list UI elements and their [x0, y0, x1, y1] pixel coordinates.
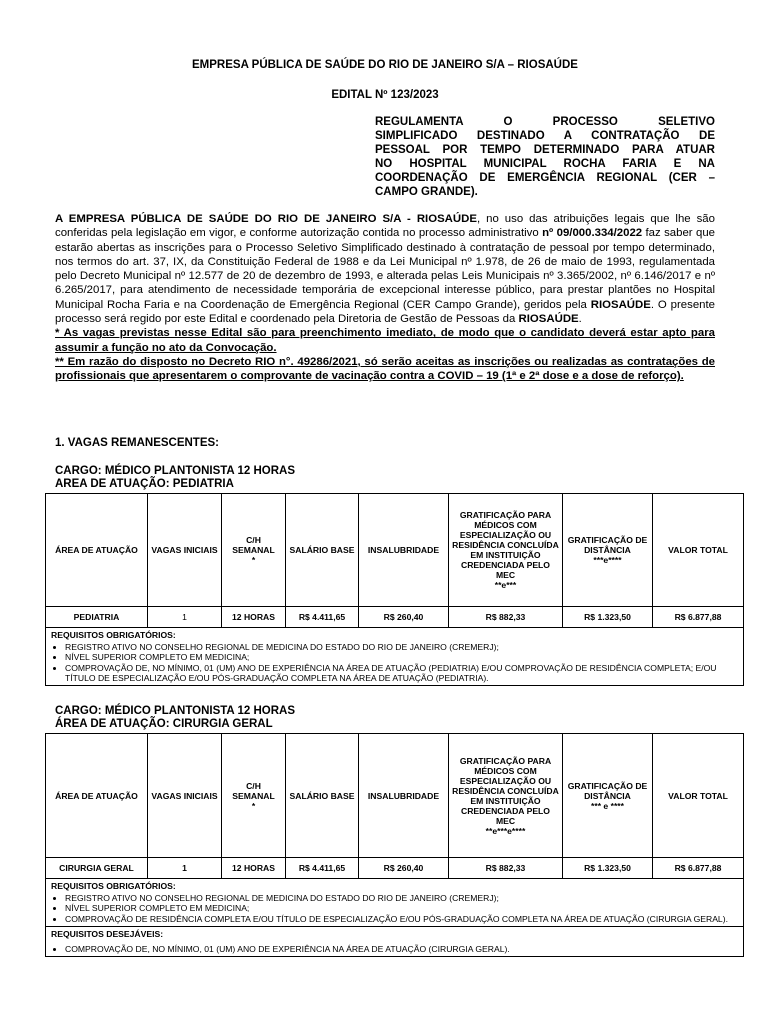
- note-covid-vaccination: ** Em razão do disposto no Decreto RIO n°. 49286/2021, só serão aceitas as inscrições ou realizadas as contratações de profissionais que apresentarem o comprovante de vacinação contra a COVID – 19 (1ª e 2ª dose e a dose de reforço).: [55, 355, 715, 383]
- cargo-title: CARGO: MÉDICO PLANTONISTA 12 HORAS: [55, 465, 296, 477]
- cell-ch: 12 HORAS: [222, 858, 286, 879]
- cell-area: PEDIATRIA: [46, 607, 148, 628]
- col-header-gratificacao-mec: GRATIFICAÇÃO PARA MÉDICOS COM ESPECIALIZAÇÃO OU RESIDÊNCIA CONCLUÍDA EM INSTITUIÇÃO CREDENCIADA PELO MEC **e***e****: [449, 734, 563, 858]
- riosaude-name: RIOSAÚDE: [518, 313, 579, 326]
- table-header-row: [46, 494, 744, 607]
- process-number: nº 09/000.334/2022: [542, 227, 643, 240]
- col-header-area: ÁREA DE ATUAÇÃO: [46, 494, 148, 607]
- cell-gratificacao-mec: R$ 882,33: [449, 607, 563, 628]
- table-row: [46, 607, 744, 628]
- area-title: AREA DE ATUAÇÃO: PEDIATRIA: [55, 478, 234, 490]
- col-header-vagas: VAGAS INICIAIS: [148, 494, 222, 607]
- vacancy-table: [45, 493, 744, 686]
- col-header-insalubridade: INSALUBRIDADE: [359, 734, 449, 858]
- footnote-mark: ***e****: [593, 555, 622, 565]
- desirable-requirements-title: REQUISITOS DESEJÁVEIS:: [51, 928, 164, 939]
- area-title: ÁREA DE ATUAÇÃO: CIRURGIA GERAL: [55, 718, 273, 730]
- cell-ch: 12 HORAS: [222, 607, 286, 628]
- col-header-valor-total: VALOR TOTAL: [653, 494, 744, 607]
- intro-text: faz saber que estarão abertas as inscrições para o Processo Seletivo Simplificado destinado à contratação de pessoal por tempo determinado, nos termos do art. 37, IX, da Constituição Federal de 1988 e da Lei Municipal nº 1.978, de 26 de maio de 1993, regulamentada pelo Decreto Municipal nº 12.577 de 20 de dezembro de 1993, e alterada pelas Leis Municipais nº 3.365/2002, nº 6.146/2017 e nº 6.265/2017, para atendimento de necessidade temporária de excepcional interesse público, para prestar plantões no Hospital Municipal Rocha Faria e na Coordenação de Emergência Regional (CER Campo Grande), geridos pela: [55, 227, 715, 311]
- regulamenta-line: COORDENAÇÃO DE EMERGÊNCIA REGIONAL (CER –: [375, 172, 715, 184]
- desirable-requirements-row: [46, 926, 744, 956]
- list-item: • NÍVEL SUPERIOR COMPLETO EM MEDICINA;: [65, 903, 738, 913]
- footnote-mark: *: [251, 800, 256, 811]
- col-header-vagas: VAGAS INICIAIS: [148, 734, 222, 858]
- cargo-title: CARGO: MÉDICO PLANTONISTA 12 HORAS: [55, 705, 296, 717]
- cell-insalubridade: R$ 260,40: [359, 607, 449, 628]
- company-title: EMPRESA PÚBLICA DE SAÚDE DO RIO DE JANEIRO S/A – RIOSAÚDE: [192, 59, 578, 71]
- footnote-mark: *: [251, 555, 256, 565]
- col-header-ch: C/H SEMANAL *: [222, 494, 286, 607]
- table-header-row: [46, 734, 744, 858]
- cell-gratificacao-mec: R$ 882,33: [449, 858, 563, 879]
- section-title: 1. VAGAS REMANESCENTES:: [55, 437, 220, 449]
- edital-number: EDITAL Nº 123/2023: [331, 89, 439, 101]
- col-header-gratificacao-mec: GRATIFICAÇÃO PARA MÉDICOS COM ESPECIALIZAÇÃO OU RESIDÊNCIA CONCLUÍDA EM INSTITUIÇÃO CREDENCIADA PELO MEC **e***: [449, 494, 563, 607]
- cell-vagas: 1: [148, 607, 222, 628]
- list-item: • REGISTRO ATIVO NO CONSELHO REGIONAL DE MEDICINA DO ESTADO DO RIO DE JANEIRO (CREMERJ);: [65, 893, 738, 903]
- vacancy-table: [45, 733, 744, 957]
- cell-salario: R$ 4.411,65: [286, 607, 359, 628]
- table-row: [46, 858, 744, 879]
- cell-area: CIRURGIA GERAL: [46, 858, 148, 879]
- footnote-mark: **e***: [494, 580, 517, 590]
- requirements-cell: [46, 879, 744, 927]
- cell-insalubridade: R$ 260,40: [359, 858, 449, 879]
- regulamenta-line: NO HOSPITAL MUNICIPAL ROCHA FARIA E NA: [375, 158, 715, 170]
- cargo-heading: [55, 705, 295, 731]
- requirements-row: [46, 628, 744, 686]
- intro-company: A EMPRESA PÚBLICA DE SAÚDE DO RIO DE JANEIRO S/A - RIOSAÚDE: [55, 213, 477, 225]
- note-immediate-vacancies: * As vagas previstas nesse Edital são para preenchimento imediato, de modo que o candidato deverá estar apto para assumir a função no ato da Convocação.: [55, 327, 715, 354]
- col-header-ch: C/H SEMANAL *: [222, 734, 286, 858]
- list-item: • NÍVEL SUPERIOR COMPLETO EM MEDICINA;: [65, 652, 738, 662]
- cell-valor-total: R$ 6.877,88: [653, 858, 744, 879]
- intro-text: , no uso das atribuições legais que lhe são conferidas pela legislação em vigor, e conforme autorização contida no processo administrativo: [55, 213, 715, 240]
- list-item: • COMPROVAÇÃO DE, NO MÍNIMO, 01 (UM) ANO DE EXPERIÊNCIA NA ÁREA DE ATUAÇÃO (CIRURGIA GERAL).: [65, 944, 738, 954]
- regulamenta-block: [375, 115, 715, 199]
- intro-section: [55, 212, 715, 384]
- requirements-list: [51, 642, 738, 683]
- regulamenta-line: SIMPLIFICADO DESTINADO A CONTRATAÇÃO DE: [375, 130, 715, 142]
- intro-text: .: [578, 313, 582, 326]
- requirements-title: REQUISITOS OBRIGATÓRIOS:: [51, 630, 176, 640]
- requirements-list: [51, 893, 738, 924]
- list-item: • REGISTRO ATIVO NO CONSELHO REGIONAL DE MEDICINA DO ESTADO DO RIO DE JANEIRO (CREMERJ);: [65, 642, 738, 652]
- list-item: • COMPROVAÇÃO DE, NO MÍNIMO, 01 (UM) ANO DE EXPERIÊNCIA NA ÁREA DE ATUAÇÃO (PEDIATRIA) E/OU COMPROVAÇÃO DE RESIDÊNCIA COMPLETA; E/OU TÍTULO DE ESPECIALIZAÇÃO E/OU PÓS-GRADUAÇÃO COMPLETA NA ÁREA DE ATUAÇÃO (PEDIATRIA).: [65, 663, 738, 683]
- cargo-heading: [55, 465, 295, 491]
- intro-paragraph: [55, 212, 715, 326]
- cell-gratificacao-distancia: R$ 1.323,50: [563, 858, 653, 879]
- col-header-area: ÁREA DE ATUAÇÃO: [46, 734, 148, 858]
- cell-valor-total: R$ 6.877,88: [653, 607, 744, 628]
- col-header-salario: SALÁRIO BASE: [286, 494, 359, 607]
- cell-vagas: 1: [148, 858, 222, 879]
- desirable-requirements-list: [51, 944, 738, 954]
- requirements-cell: [46, 628, 744, 686]
- regulamenta-line: PESSOAL POR TEMPO DETERMINADO PARA ATUAR: [375, 144, 715, 156]
- regulamenta-line: CAMPO GRANDE).: [375, 186, 478, 198]
- requirements-row: [46, 879, 744, 927]
- intro-text: . O presente processo será regido por este Edital e coordenado pela Diretoria de Gestão de Pessoas da: [55, 298, 716, 326]
- cell-gratificacao-distancia: R$ 1.323,50: [563, 607, 653, 628]
- col-header-valor-total: VALOR TOTAL: [653, 734, 744, 858]
- footnote-mark: **e***e****: [485, 825, 526, 836]
- desirable-requirements-cell: [46, 926, 744, 956]
- col-header-insalubridade: INSALUBRIDADE: [359, 494, 449, 607]
- list-item: • COMPROVAÇÃO DE RESIDÊNCIA COMPLETA E/OU TÍTULO DE ESPECIALIZAÇÃO E/OU PÓS-GRADUAÇÃO COMPLETA NA ÁREA DE ATUAÇÃO (CIRURGIA GERAL).: [65, 914, 738, 924]
- col-header-salario: SALÁRIO BASE: [286, 734, 359, 858]
- requirements-title: REQUISITOS OBRIGATÓRIOS:: [51, 881, 176, 891]
- cell-salario: R$ 4.411,65: [286, 858, 359, 879]
- col-header-gratificacao-distancia: GRATIFICAÇÃO DE DISTÂNCIA ***e****: [563, 494, 653, 607]
- footnote-mark: *** e ****: [591, 800, 624, 811]
- riosaude-name: RIOSAÚDE: [590, 298, 651, 311]
- regulamenta-line: REGULAMENTA O PROCESSO SELETIVO: [375, 116, 715, 128]
- col-header-gratificacao-distancia: GRATIFICAÇÃO DE DISTÂNCIA *** e ****: [563, 734, 653, 858]
